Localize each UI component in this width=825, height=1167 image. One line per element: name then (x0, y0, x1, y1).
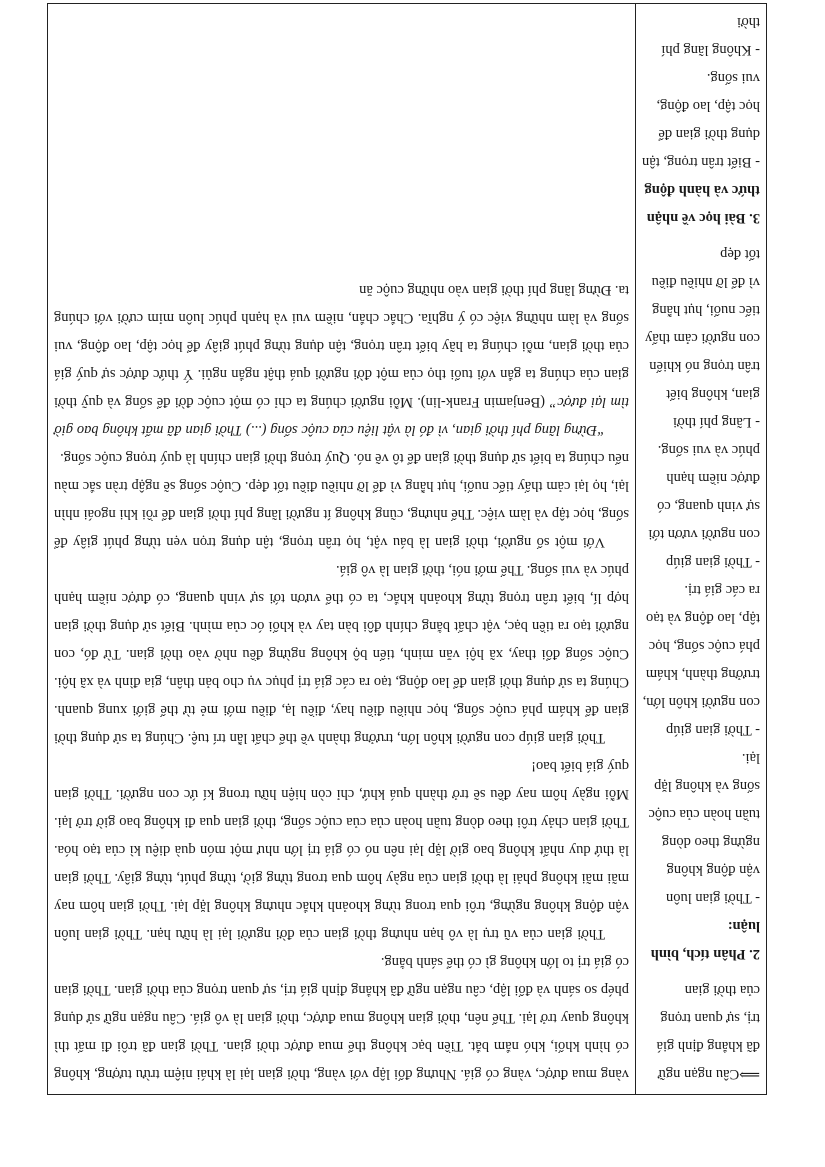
section-2-heading: 2. Phân tích, bình luận: (650, 918, 760, 962)
section-3-heading: 3. Bài học về nhận thức và hành động (644, 182, 760, 226)
paragraph-2: Thời gian của vũ trụ là vô hạn nhưng thời gian của đời người lại là hữu hạn. Thời gian luôn vận động không ngừng, trôi qua trong từng khoảnh khắc nhưng không lặp lại. Thời gian hôm nay mãi mãi không phải là thời gian của ngày hôm qua trong từng giờ, từng phút, từng giây. Thời gian là thứ duy nhất không bao giờ lặp lại nên nó có giá trị lớn như một món quà diệu kì của tạo hóa. Thời gian chảy trôi theo dòng tuần hoàn của của cuộc sống, thời gian qua đi không bao giờ trở lại. Mỗi ngày hôm nay đều sẽ trở thành quá khứ, chỉ còn hiện hữu trong kí ức con người. Thời gian quý giá biết bao! (54, 758, 629, 942)
section-3-point-2: - Không lãng phí thời (661, 14, 760, 58)
outline-right-column (48, 4, 636, 1095)
paragraph-4: Với một số người, thời gian là báu vật, họ trân trọng, tận dụng trọn vẹn từng phút giây để sống, học tập và làm việc. Thế nhưng, cũng không ít người lãng phí thời gian để rồi khi ngoái nhìn lại, họ lại cảm thấy tiếc nuối, hụt hẫng vì để lỡ nhiều điều tốt đẹp. Cuộc sống sẽ ngập tràn sắc màu nếu chúng ta biết sử dụng thời gian để tô vẽ nó. Quý trọng thời gian chính là quý trọng cuộc sống. (54, 450, 629, 550)
conclusion-note: Câu ngạn ngữ đã khẳng định giá trị, sự quan trọng của thời gian (656, 982, 760, 1082)
paragraph-3: Thời gian giúp con người khôn lớn, trưởng thành về thể chất lẫn trí tuệ. Chúng ta sử dụng thời gian để khám phá cuộc sống, học nhiều điều hay, điều lạ, điều mới mẻ từ thế giới xung quanh. Chúng ta sử dụng thời gian để lao động, tạo ra các giá trị phục vụ cho bản thân, gia đình và xã hội. Cuộc sống đổi thay, xã hội văn minh, tiến bộ không ngừng đều nhờ vào thời gian. Từ đó, con người tạo ra tiền bạc, vật chất bằng chính đôi bàn tay và khối óc của mình. Biết sử dụng thời gian hợp lí, biết trân trọng từng khoảnh khắc, ta có thể vươn tới sự vinh quang, có được niềm hạnh phúc và vui sống. Thế mới nói, thời gian là vô giá. (54, 562, 629, 746)
table-row (48, 4, 767, 1095)
section-2-point-3: - Thời gian giúp con người vươn tới sự vinh quang, có được niềm hạnh phúc và vui sống. (648, 442, 760, 570)
outline-table (47, 3, 767, 1095)
outline-left-column (636, 4, 767, 1095)
section-2-point-4: - Lãng phí thời gian, không biết trân trọng nó khiến con người cảm thấy tiếc nuối, hụt hẫng vì để lỡ nhiều điều tốt đẹp (645, 246, 760, 430)
arrow-symbol-icon: ⟹Câu ngạn ngữ đã khẳng định giá trị, sự quan trọng của thời gian (656, 982, 760, 1082)
section-2-point-2: - Thời gian giúp con người khôn lớn, trưởng thành, khám phá cuộc sống, học tập, lao động và tạo ra các giá trị. (642, 582, 760, 738)
paragraph-5-body: (Benjamin Frank-lin). Mỗi người chúng ta chỉ có một cuộc đời để sống và quỹ thời gian của chúng ta gắn với tuổi thọ của một đời người quá thật ngắn ngủi. Ý thức được sự quý giá của thời gian, mỗi chúng ta hãy biết trân trọng, tận dụng từng phút giây để học tập, lao động, vui sống và làm những việc có ý nghĩa. Chắc chắn, niềm vui và hạnh phúc luôn mỉm cười với chúng ta. Đừng lãng phí thời gian vào những cuộc ăn (54, 282, 629, 410)
section-2-point-1: - Thời gian luôn vận động không ngừng theo dòng tuần hoàn của cuộc sống và không lặp lại. (648, 750, 760, 906)
section-3-point-1: - Biết trân trọng, tận dụng thời gian để học tập, lao động, vui sống. (642, 70, 760, 170)
paragraph-1: vàng mua được, vàng có giá. Nhưng đối lập với vàng, thời gian lại là khái niệm trừu tượng, không có hình khối, khó nắm bắt. Tiền bạc không thể mua được thời gian. Thời gian đã trôi đi mất thì không quay trở lại. Thế nên, thời gian không mua được, thời gian là vô giá. Câu ngạn ngữ sử dụng phép so sánh và đối lập, câu ngạn ngữ đã khẳng định giá trị, sự quan trọng của thời gian. Thời gian có giá trị to lớn không gì có thể sánh bằng. (54, 954, 629, 1082)
franklin-quote: “Đừng lãng phí thời gian, vì đó là vật liệu của cuộc sống (...) Thời gian đã mất không bao giờ tìm lại được” (54, 394, 629, 438)
paragraph-5 (54, 276, 629, 444)
